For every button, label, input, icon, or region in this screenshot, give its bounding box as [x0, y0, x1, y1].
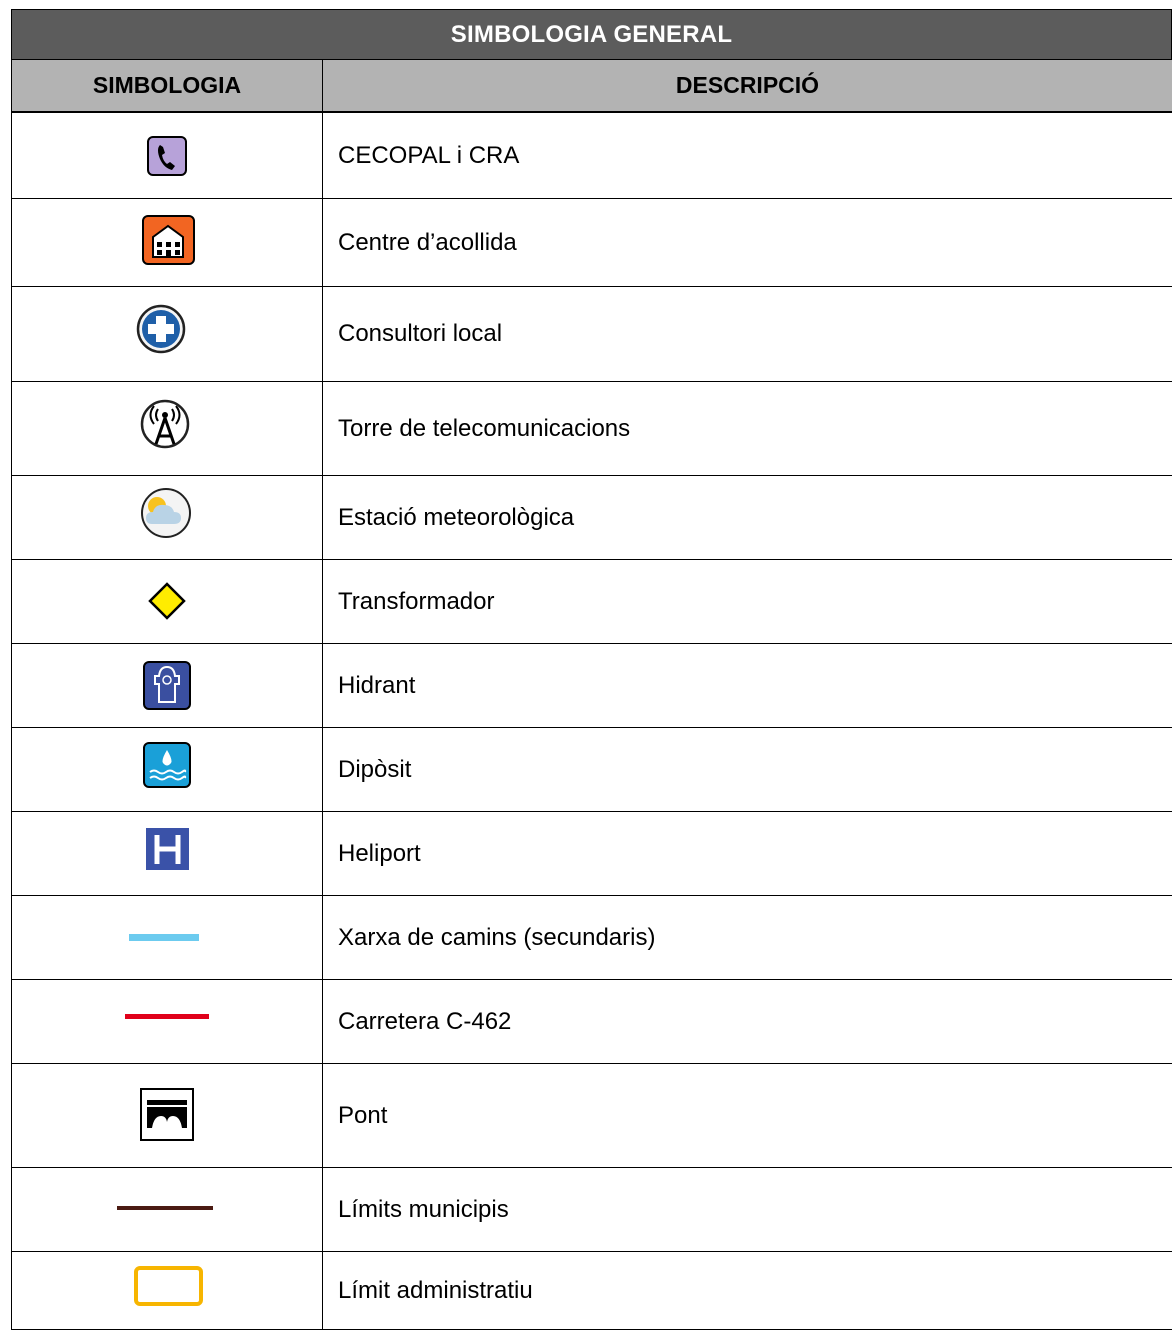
- table-row: [11, 382, 1172, 476]
- yellow-diamond-icon: [12, 560, 322, 644]
- row-label: Carretera C-462: [338, 1007, 512, 1035]
- table-row: [11, 1168, 1172, 1252]
- table-row: [11, 980, 1172, 1064]
- row-label: Hidrant: [338, 671, 416, 699]
- table-row: [11, 644, 1172, 728]
- phone-icon: [12, 113, 322, 199]
- table-header: [11, 60, 1172, 113]
- row-label: Pont: [338, 1101, 388, 1129]
- table-row: [11, 1252, 1172, 1330]
- row-label: Dipòsit: [338, 755, 412, 783]
- shelter-building-icon: [12, 199, 322, 287]
- medical-cross-icon: [12, 287, 322, 382]
- table-row: [11, 1064, 1172, 1168]
- table-row: [11, 728, 1172, 812]
- table-row: [11, 896, 1172, 980]
- header-symbol: SIMBOLOGIA: [12, 60, 323, 111]
- hydrant-icon: [12, 644, 322, 728]
- row-label: Consultori local: [338, 320, 503, 347]
- bridge-icon: [12, 1064, 322, 1168]
- row-label: Estació meteorològica: [338, 503, 575, 531]
- table-row: [11, 199, 1172, 287]
- header-description: DESCRIPCIÓ: [675, 72, 820, 98]
- row-label: Torre de telecomunicacions: [338, 414, 631, 442]
- row-label: Centre d’acollida: [338, 228, 517, 256]
- table-row: [11, 560, 1172, 644]
- heliport-icon: [12, 812, 322, 896]
- row-label: Transformador: [338, 587, 495, 615]
- table-row: [11, 476, 1172, 560]
- legend-table: [11, 9, 1172, 1330]
- antenna-tower-icon: [12, 382, 322, 476]
- row-label: CECOPAL i CRA: [338, 141, 520, 169]
- row-label: Xarxa de camins (secundaris): [338, 923, 656, 951]
- row-label: Límits municipis: [338, 1195, 509, 1223]
- weather-cloud-sun-icon: [12, 476, 322, 560]
- table-title: SIMBOLOGIA GENERAL: [11, 9, 1172, 60]
- orange-rectangle-icon: [12, 1252, 322, 1330]
- table-row: [11, 287, 1172, 382]
- light-blue-line-icon: [12, 896, 322, 980]
- table-row: [11, 113, 1172, 199]
- red-line-icon: [12, 980, 322, 1064]
- dark-brown-line-icon: [12, 1168, 322, 1252]
- table-row: [11, 812, 1172, 896]
- row-label: Límit administratiu: [338, 1276, 533, 1304]
- row-label: Heliport: [338, 839, 421, 867]
- water-tank-icon: [12, 728, 322, 812]
